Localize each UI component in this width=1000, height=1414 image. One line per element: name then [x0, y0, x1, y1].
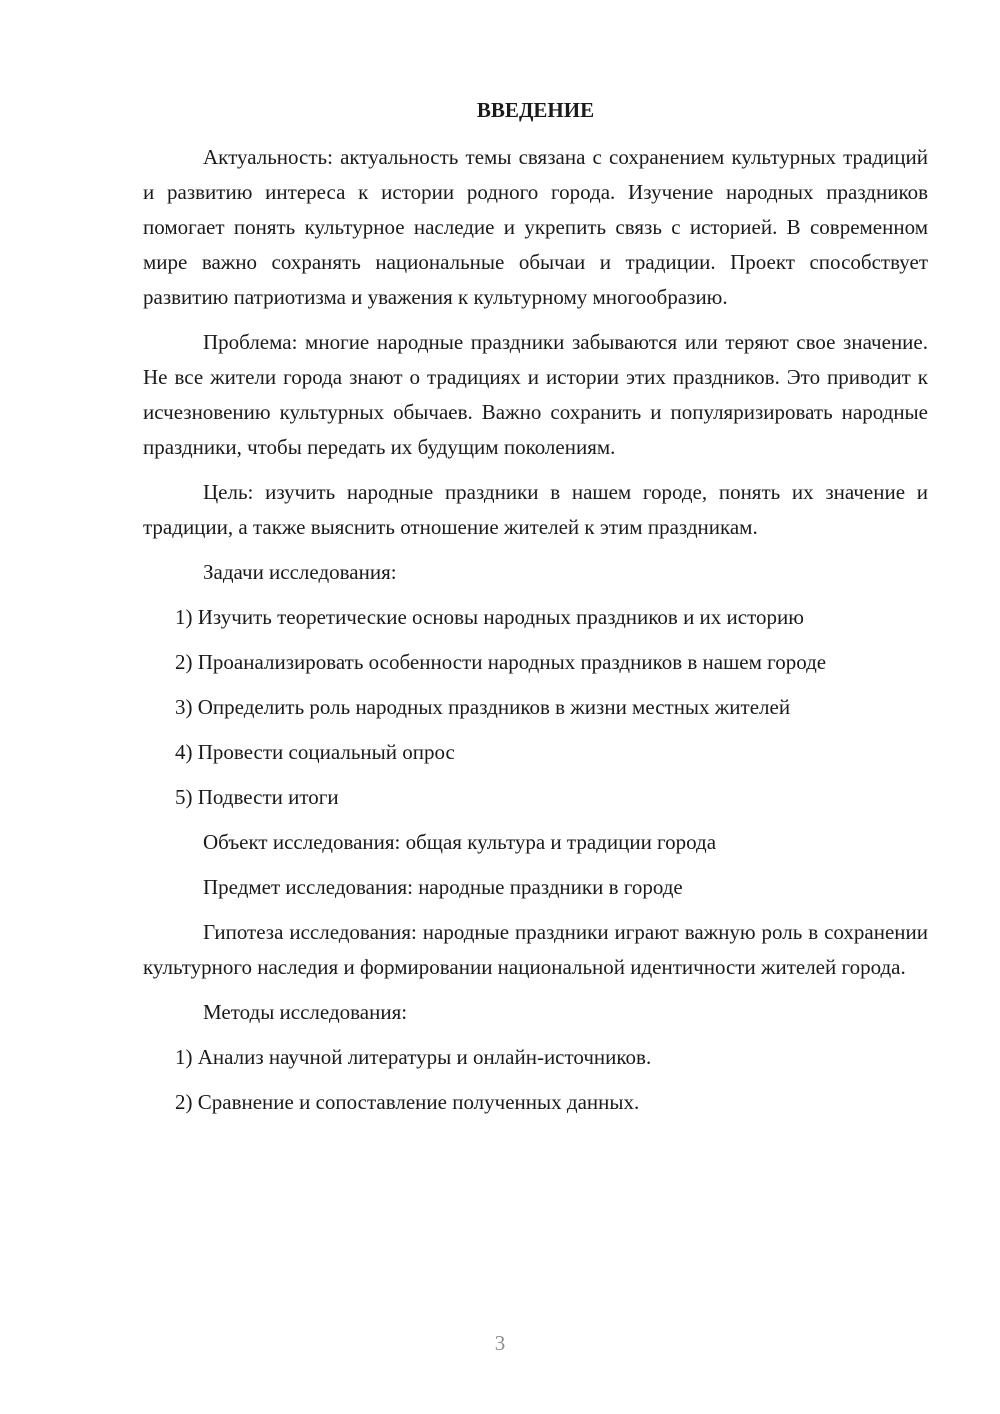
paragraph-hypothesis: Гипотеза исследования: народные праздники играют важную роль в сохранении культурного наследия и формировании национальной идентичности жителей города.	[143, 920, 928, 979]
paragraph-goal: Цель: изучить народные праздники в нашем городе, понять их значение и традиции, а также выяснить отношение жителей к этим праздникам.	[143, 480, 928, 539]
tasks-heading: Задачи исследования:	[203, 560, 397, 584]
task-item: 5) Подвести итоги	[175, 785, 339, 809]
paragraph-object: Объект исследования: общая культура и традиции города	[203, 830, 717, 854]
task-item: 2) Проанализировать особенности народных праздников в нашем городе	[175, 650, 827, 674]
task-item: 3) Определить роль народных праздников в жизни местных жителей	[175, 695, 791, 719]
methods-heading: Методы исследования:	[203, 1000, 408, 1024]
document-page	[143, 93, 928, 1120]
task-item: 4) Провести социальный опрос	[175, 740, 455, 764]
method-item: 2) Сравнение и сопоставление полученных данных.	[175, 1090, 640, 1114]
paragraph-relevance: Актуальность: актуальность темы связана с сохранением культурных традиций и развитию интереса к истории родного города. Изучение народных праздников помогает понять культурное наследие и укрепить связь с историей. В современном мире важно сохранять национальные обычаи и традиции. Проект способствует развитию патриотизма и уважения к культурному многообразию.	[143, 145, 928, 309]
method-item: 1) Анализ научной литературы и онлайн-источников.	[175, 1045, 652, 1069]
page-number: 3	[494, 1331, 506, 1355]
paragraph-problem: Проблема: многие народные праздники забываются или теряют свое значение. Не все жители города знают о традициях и истории этих праздников. Это приводит к исчезновению культурных обычаев. Важно сохранить и популяризировать народные праздники, чтобы передать их будущим поколениям.	[143, 330, 928, 459]
page-title: ВВЕДЕНИЕ	[476, 98, 595, 122]
paragraph-subject: Предмет исследования: народные праздники в городе	[203, 875, 683, 899]
task-item: 1) Изучить теоретические основы народных праздников и их историю	[175, 605, 804, 629]
